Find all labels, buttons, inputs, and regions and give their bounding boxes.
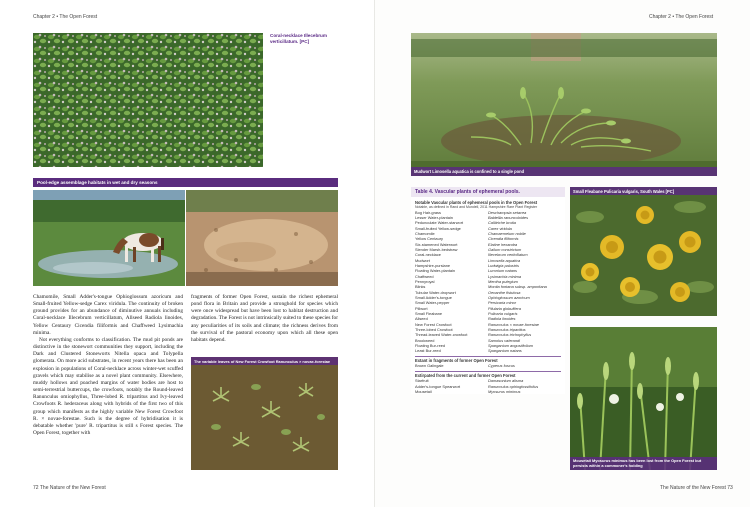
latin-name-cell: Ophioglossum azoricum — [488, 295, 530, 301]
body-text-column-2 — [191, 294, 338, 344]
latin-name-cell: Elatine hexandra — [488, 241, 518, 247]
common-name-cell: Chamomile — [415, 230, 435, 236]
latin-name-cell: Cicendia filiformis — [488, 236, 519, 242]
body-paragraph: fragments of former Open Forest, sustain the richest ephemeral pond flora in Britain and provide a stronghold for species which were once widespread but have been lost to habitat destruction and degradation. The Forest is not intrinsically suited to these species for any peculiarities of its soils and climate; the richness derives from the survival of the pastoral economy upon which all these open habitats depend. — [191, 294, 338, 343]
latin-name-cell: Myosurus minimus — [488, 389, 521, 395]
table-4 — [411, 187, 565, 394]
common-name-cell: Mudwort — [415, 257, 430, 263]
table-note: Notable, as defined in Rand and Mundell, 2011 Hampshire Rare Plant Register — [415, 205, 538, 209]
common-name-cell: Mousetail — [415, 389, 432, 395]
coral-necklace-image — [33, 33, 263, 167]
common-name-cell: Hampshire-purslane — [415, 262, 451, 268]
latin-name-cell: Ranunculus ophioglossifolius — [488, 383, 539, 389]
mudwort-image — [411, 33, 717, 176]
common-name-cell: Allseed — [415, 316, 428, 322]
latin-name-cell: Limosella aquatica — [488, 257, 521, 263]
latin-name-cell: Sparganium natans — [488, 348, 522, 354]
common-name-cell: Small Water-pepper — [415, 300, 450, 306]
coral-necklace-caption: Coral-necklace Illecebrum verticillatum. [PC] — [270, 33, 327, 44]
latin-name-cell: Ranunculus × novae-forestae — [488, 321, 539, 327]
table-rows-notable — [415, 210, 561, 354]
horse-pool-image — [33, 190, 185, 286]
latin-name-cell: Samolus valerandi — [488, 337, 521, 343]
common-name-cell: Small Fleabane — [415, 311, 443, 317]
coral-necklace-photo — [33, 33, 263, 167]
common-name-cell: Three-lobed Crowfoot — [415, 327, 453, 333]
body-paragraph: Chamomile, Small Adder's-tongue Ophioglossum azoricum and Small-fruited Yellow-sedge Carex viridula. The continuity of broken ground provides for an abundance of diminutive annuals including Coral-necklace Illecebrum verticillatum, Allseed Radiola linoides, Yellow Centaury Cicendia filiformis and Chaffweed Lysimachia minima. — [33, 294, 183, 336]
latin-name-cell: Sparganium angustifolium — [488, 343, 533, 349]
table-section-title: Extirpated from the current and former Open Forest — [415, 373, 516, 379]
common-name-cell: Floating Bur-reed — [415, 343, 446, 349]
latin-name-cell: Chamaemelum nobile — [488, 230, 526, 236]
latin-name-cell: Persicaria minor — [488, 300, 517, 306]
common-name-cell: Pillwort — [415, 305, 428, 311]
table-divider — [415, 371, 561, 372]
crowfoot-photo — [191, 357, 338, 470]
latin-name-cell: Damasonium alisma — [488, 378, 524, 384]
latin-name-cell: Galium constrictum — [488, 246, 522, 252]
common-name-cell: Pennyroyal — [415, 279, 435, 285]
common-name-cell: Brown Galingale — [415, 363, 444, 369]
common-name-cell: Lesser Water-plantain — [415, 214, 453, 220]
table-section-title: Notable Vascular plants of ephemeral pools in the Open Forest — [415, 200, 538, 205]
table-divider — [415, 356, 561, 357]
latin-name-cell: Pulicaria vulgaris — [488, 311, 518, 317]
common-name-cell: Brookweed — [415, 337, 435, 343]
fleabane-caption: Small Fleabane Pulicaria vulgaris, South Wales [PC] — [570, 187, 717, 195]
common-name-cell: Starfruit — [415, 378, 429, 384]
mudwort-photo — [411, 33, 717, 176]
crowfoot-caption: The variable leaves of New Forest Crowfoot Ranunculus × novae-forestae — [191, 357, 338, 365]
mousetail-caption: Mousetail Myosurus minimus has been lost from the Open Forest but persists within a commoner's holding — [570, 457, 717, 470]
latin-name-cell: Deschampsia setacea — [488, 209, 527, 215]
body-paragraph: Not everything conforms to classification. The mud pit ponds are distinctive in the stonewort communities they support, including the Dark and Clustered Stoneworts Nitella opaca and Tolypella glomerata. On more acid substrates, in recent years there has been an explosion in populations of Coral-necklace across winter-wet scuffed gravels which may stabilise as a novel plant community. Elsewhere, muddy hollows and poached margins of water bodies are host to semi-terrestrial buttercups, the crowfoots, notably the Round-leaved Ranunculus omiophyllus, Three-lobed R. tripartitus and Ivy-leaved Crowfoots R. hederaceus along with hybrids of the first two of this group which manifests as the highly variable New Forest Crowfoot R. × novae-forestae. Such is the degree of hybridisation it is debatable whether 'pure' R. tripartitus is still s Forest species. The Open Forest, together with — [33, 336, 183, 436]
latin-name-cell: Illecebrum verticillatum — [488, 252, 528, 258]
table-row — [415, 348, 561, 353]
common-name-cell: New Forest Crowfoot — [415, 321, 452, 327]
common-name-cell: Yellow Centaury — [415, 236, 443, 242]
mousetail-photo — [570, 327, 717, 470]
right-page-header: Chapter 2 • The Open Forest — [649, 14, 714, 20]
latin-name-cell: Lysimachia minima — [488, 273, 522, 279]
latin-name-cell: Mentha pulegium — [488, 279, 518, 285]
latin-name-cell: Radiola linoides — [488, 316, 516, 322]
latin-name-cell: Luronium natans — [488, 268, 517, 274]
table-rows-extirpated — [415, 378, 561, 394]
common-name-cell: Slender Marsh-bedstraw — [415, 246, 458, 252]
mudwort-caption: Mudwort Limosella aquatica is confined to a single pond — [411, 167, 717, 176]
latin-name-cell: Oenanthe fistulosa — [488, 289, 521, 295]
common-name-cell: Small-fruited Yellow-sedge — [415, 225, 461, 231]
common-name-cell: Bog Hair-grass — [415, 209, 441, 215]
common-name-cell: Small Adder's-tongue — [415, 295, 452, 301]
table-rows-fragments — [415, 363, 561, 368]
left-page-header: Chapter 2 • The Open Forest — [33, 14, 98, 20]
latin-name-cell: Ranunculus trichophyllus — [488, 332, 532, 338]
table-title: Table 4. Vascular plants of ephemeral pools. — [411, 187, 565, 197]
latin-name-cell: Cyperus fuscus — [488, 363, 515, 369]
common-name-cell: Tubular Water-dropwort — [415, 289, 456, 295]
wet-season-pool-photo — [33, 190, 185, 286]
common-name-cell: Floating Water-plantain — [415, 268, 456, 274]
right-page-footer: The Nature of the New Forest 73 — [660, 485, 733, 491]
dry-season-pool-photo — [186, 190, 338, 286]
common-name-cell: Adder's-tongue Spearwort — [415, 383, 461, 389]
latin-name-cell: Callitriche brutia — [488, 220, 516, 226]
table-section-title: Extant in fragments of former Open Forest — [415, 358, 498, 364]
common-name-cell: Chaffweed — [415, 273, 434, 279]
dry-pool-image — [186, 190, 338, 286]
latin-name-cell: Ranunculus tripartitus — [488, 327, 526, 333]
latin-name-cell: Carex viridula — [488, 225, 512, 231]
fleabane-image — [570, 187, 717, 316]
table-row — [415, 389, 561, 394]
latin-name-cell: Pilularia globulifera — [488, 305, 521, 311]
common-name-cell: Least Bur-reed — [415, 348, 441, 354]
latin-name-cell: Baldellia ranunculoides — [488, 214, 529, 220]
pool-edge-caption-band: Pool-edge assemblage habitats in wet and dry seasons — [33, 178, 338, 187]
crowfoot-image — [191, 357, 338, 470]
right-page — [375, 0, 750, 507]
latin-name-cell: Ludwigia palustris — [488, 262, 519, 268]
common-name-cell: Pedunculate Water-starwort — [415, 220, 464, 226]
body-text-column-1 — [33, 294, 183, 437]
common-name-cell: Thread-leaved Water-crowfoot — [415, 332, 468, 338]
common-name-cell: Coral-necklace — [415, 252, 441, 258]
mousetail-image — [570, 327, 717, 470]
latin-name-cell: Montia fontana subsp. amporitana — [488, 284, 547, 290]
left-page-footer: 72 The Nature of the New Forest — [33, 485, 106, 491]
common-name-cell: Blinks — [415, 284, 426, 290]
table-row — [415, 363, 561, 368]
common-name-cell: Six-stamened Waterwort — [415, 241, 458, 247]
small-fleabane-photo — [570, 187, 717, 316]
